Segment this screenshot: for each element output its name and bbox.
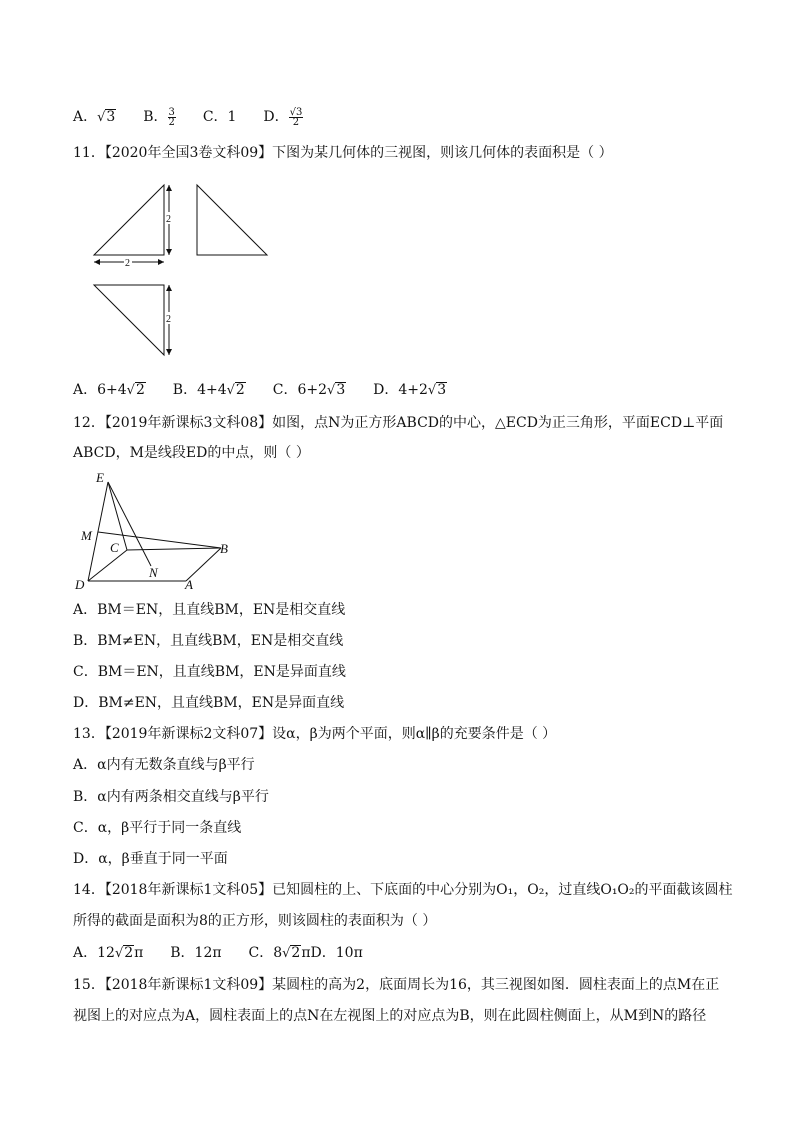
q13-option-b: B．α内有两条相交直线与β平行 [73,789,269,805]
q12-option-c: C．BM＝EN，且直线BM，EN是异面直线 [73,664,346,680]
q11-option-b: B．4+4√2 [172,382,245,398]
q11-top-view [94,285,164,355]
q11-side-view [197,185,267,255]
q13-option-c: C．α，β平行于同一条直线 [73,820,242,836]
label-D: D [75,577,85,592]
q11-stem: 11．【2020年全国3卷文科09】下图为某几何体的三视图，则该几何体的表面积是（ ） [73,145,613,161]
q11-three-view-figure [85,180,275,360]
q13-option-a: A．α内有无数条直线与β平行 [73,757,255,773]
q14-option-b: B．12π [170,945,222,961]
q14-option-a: A．12√2π [73,945,144,961]
q10-option-b: B． $\frac{3}{2}$ [143,106,175,128]
q10-option-a: A．√3 [73,109,116,125]
q14-options [73,943,363,964]
q10-option-d: D． $\frac{√3}{2}$ [263,106,303,128]
q14-stem-line1: 14．【2018年新课标1文科05】已知圆柱的上、下底面的中心分别为O₁，O₂，过直线O₁O₂的平面截该圆柱 [73,882,733,898]
q11-options [73,380,447,401]
q11-dim-bottom-vertical: 2 [166,314,171,325]
q13-option-d: D．α，β垂直于同一平面 [73,851,228,867]
q11-option-d: D．4+2√3 [373,382,447,398]
q11-dim-top-vertical: 2 [166,214,171,225]
label-A: A [185,577,193,592]
q11-dim-top-horizontal: 2 [125,258,130,269]
label-B: B [220,541,228,556]
label-C: C [110,540,119,555]
q10-option-c: C．1 [202,109,237,125]
q10-options [73,107,303,128]
label-E: E [96,470,104,485]
q11-option-c: C．6+2√3 [272,382,346,398]
q12-stem-line1: 12．【2019年新课标3文科08】如图，点N为正方形ABCD的中心，△ECD为正三角形，平面ECD⊥平面 [73,415,724,431]
q12-option-a: A．BM＝EN，且直线BM，EN是相交直线 [73,602,346,618]
q13-stem: 13．【2019年新课标2文科07】设α，β为两个平面，则α∥β的充要条件是（ ） [73,726,557,742]
label-N: N [149,565,158,580]
q12-geometry-figure [70,468,240,593]
q14-option-c: C．8√2π [248,945,311,961]
q12-option-b: B．BM≠EN，且直线BM，EN是相交直线 [73,633,344,649]
q15-stem-line2: 视图上的对应点为A，圆柱表面上的点N在左视图上的对应点为B，则在此圆柱侧面上，从M到N的路径 [73,1008,707,1024]
q14-option-d: D．10π [310,945,363,961]
q14-stem-line2: 所得的截面是面积为8的正方形，则该圆柱的表面积为（ ） [73,913,437,929]
label-M: M [81,528,92,543]
q12-option-d: D．BM≠EN，且直线BM，EN是异面直线 [73,695,345,711]
q15-stem-line1: 15．【2018年新课标1文科09】某圆柱的高为2，底面周长为16，其三视图如图．圆柱表面上的点M在正 [73,977,720,993]
q12-stem-line2: ABCD，M是线段ED的中点，则（ ） [73,445,310,461]
q11-front-view [94,185,164,255]
q11-option-a: A．6+4√2 [73,382,145,398]
